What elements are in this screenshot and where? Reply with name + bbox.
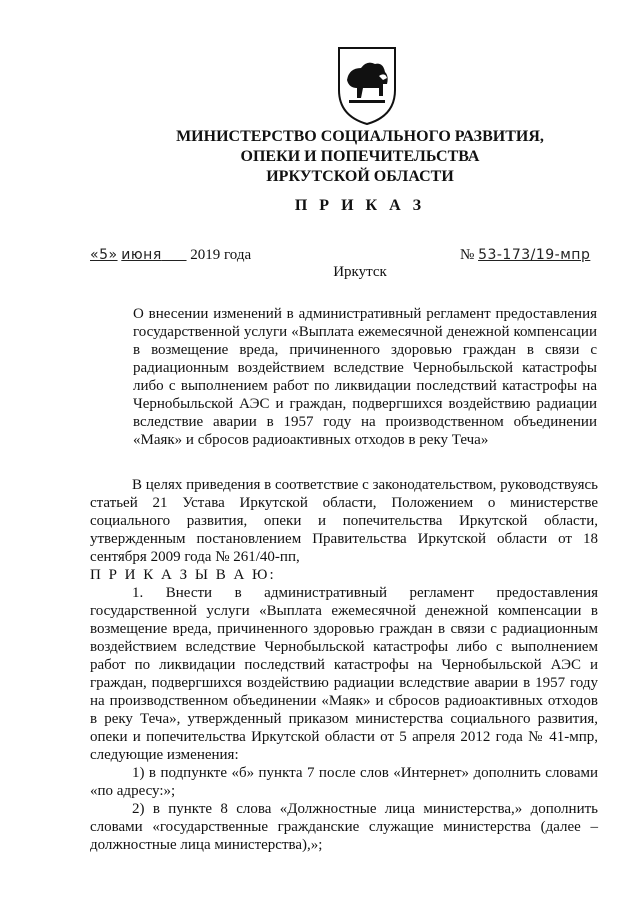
preamble-paragraph: В целях приведения в соответствие с законодательством, руководствуясь статьей 21 Устава Иркутской области, Положением о министерстве социального развития, опеки и попечительства Иркутской области, утвержденным постановлением Правительства Иркутской области от 18 сентября 2009 года № 261/40-пп, xyxy=(90,477,598,565)
document-date xyxy=(90,247,251,264)
ministry-name-line-3: ИРКУТСКОЙ ОБЛАСТИ xyxy=(266,168,454,185)
sub-item-1-paragraph: 1) в подпункте «б» пункта 7 после слов «Интернет» дополнить словами «по адресу:»; xyxy=(90,765,598,799)
city: Иркутск xyxy=(333,264,387,280)
coat-of-arms-icon xyxy=(333,44,401,128)
sub-item-2-paragraph: 2) в пункте 8 слова «Должностные лица министерства,» дополнить словами «государственные гражданские служащие министерства (далее – должностные лица министерства),»; xyxy=(90,801,598,853)
document-body xyxy=(90,476,598,854)
ministry-header xyxy=(120,127,600,187)
document-title: О внесении изменений в административный регламент предоставления государственной услуги «Выплата ежемесячной денежной компенсации в возмещение вреда, причиненного здоровью граждан в связи с радиационным воздействием вследствие Чернобыльской катастрофы либо с выполнением работ по ликвидации последствий катастрофы на Чернобыльской АЭС и граждан, подвергшихся воздействию радиации вследствие аварии в 1957 году на производственном объединении «Маяк» и сбросов радиоактивных отходов в реку Теча» xyxy=(133,306,597,448)
ministry-name-line-2: ОПЕКИ И ПОПЕЧИТЕЛЬСТВА xyxy=(240,148,480,165)
ministry-name-line-1: МИНИСТЕРСТВО СОЦИАЛЬНОГО РАЗВИТИЯ, xyxy=(176,128,544,145)
order-word: П Р И К А З Ы В А Ю: xyxy=(90,567,276,583)
document-type: П Р И К А З xyxy=(294,197,426,214)
date-year: 2019 года xyxy=(190,247,252,263)
item-1-paragraph: 1. Внести в административный регламент предоставления государственной услуги «Выплата ежемесячной денежной компенсации в возмещение вреда, причиненного здоровью граждан в связи с радиационным воздействием вследствие Чернобыльской катастрофы либо с выполнением работ по ликвидации последствий катастрофы на Чернобыльской АЭС и граждан, подвергшихся воздействию радиации вследствие аварии в 1957 году на производственном объединении «Маяк» и сбросов радиоактивных отходов в реку Теча», утвержденный приказом министерства социального развития, опеки и попечительства Иркутской области от 5 апреля 2012 года № 41-мпр, следующие изменения: xyxy=(90,585,598,763)
document-number xyxy=(460,247,590,264)
date-day: «5» xyxy=(90,247,118,263)
number-value: 53-173/19-мпр xyxy=(478,247,591,263)
number-prefix: № xyxy=(460,247,475,263)
date-month: июня xyxy=(121,247,162,263)
